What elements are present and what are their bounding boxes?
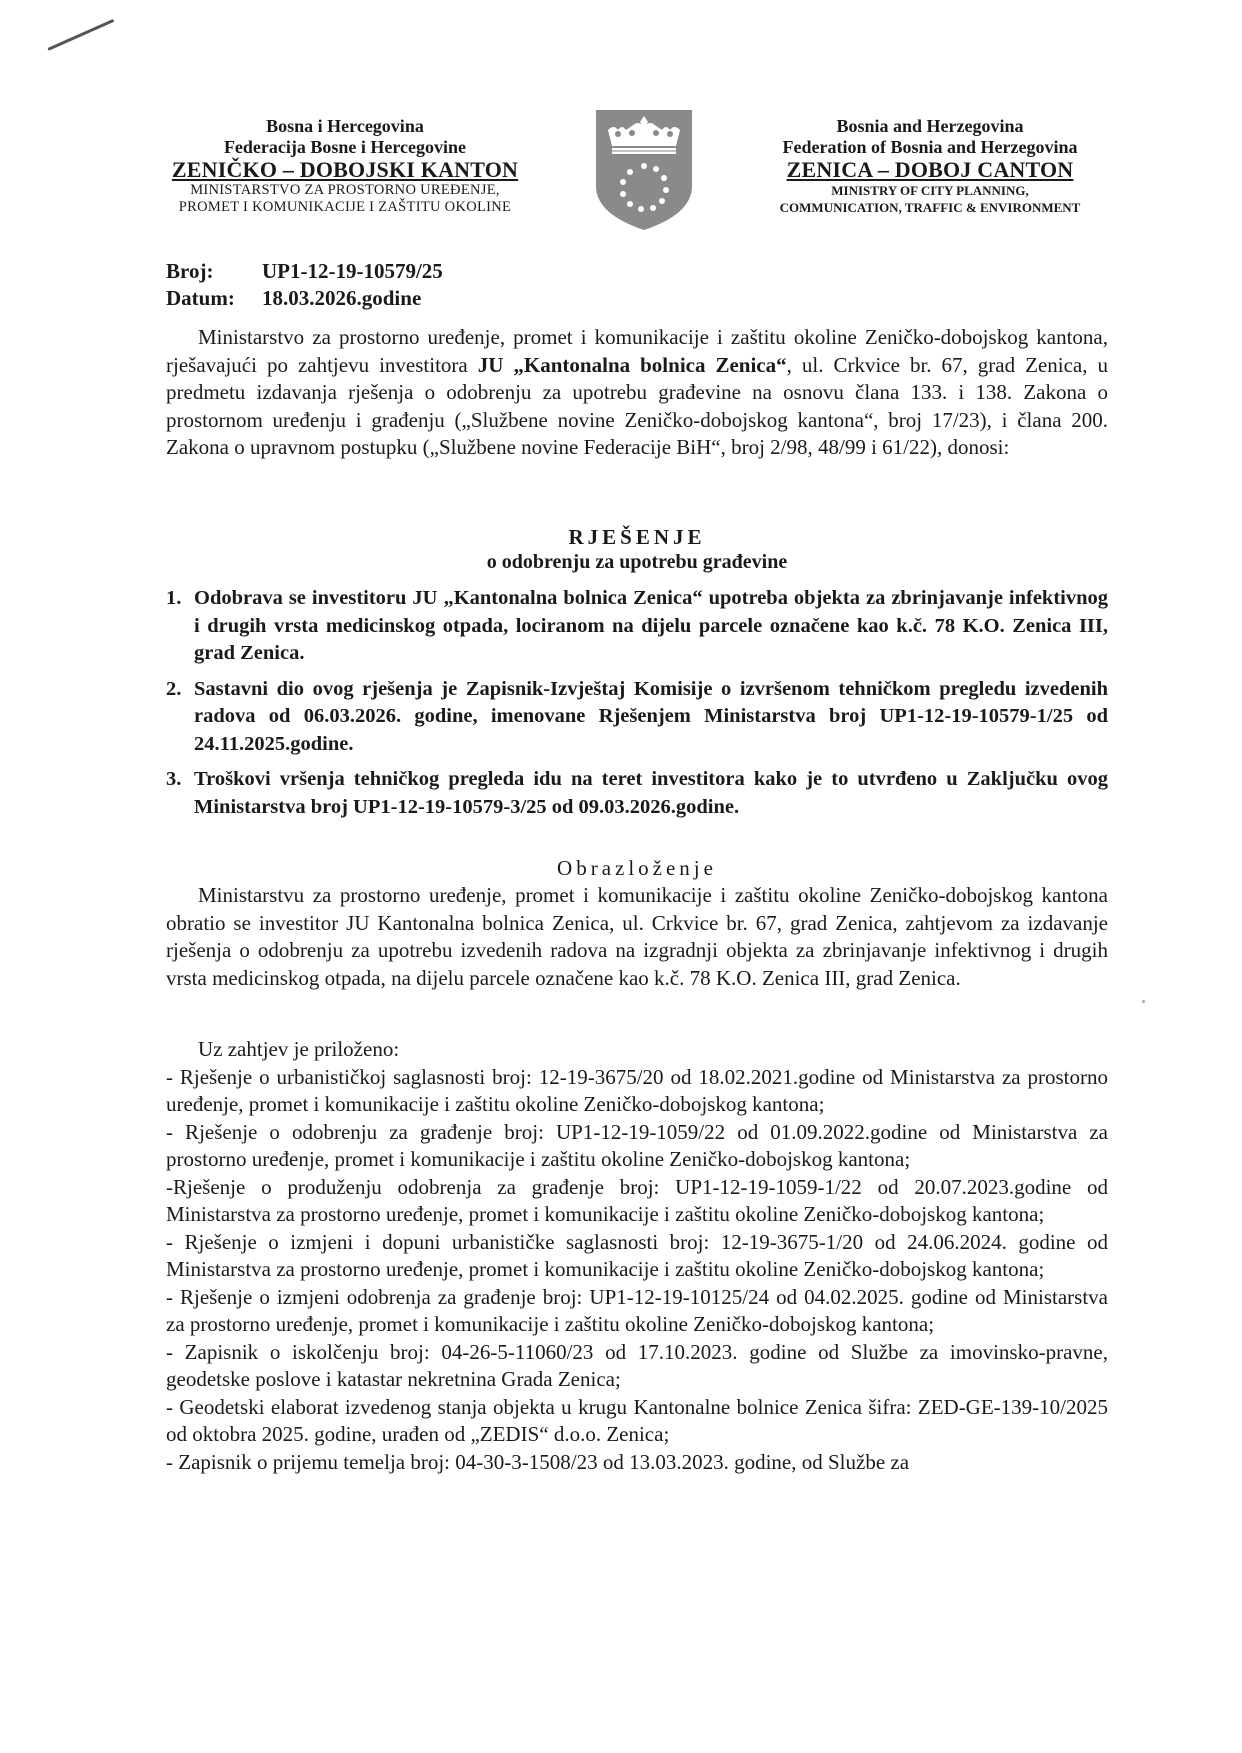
decision-items — [166, 585, 1108, 829]
pen-stroke-mark — [47, 19, 114, 51]
attachments-list — [166, 1036, 1108, 1476]
header-canton-en: ZENICA – DOBOJ CANTON — [786, 157, 1074, 182]
attachment-item: - Geodetski elaborat izvedenog stanja objekta u krugu Kantonalne bolnice Zenica šifra: ZED-GE-139-10/2025 od oktobra 2025. godine, urađen od „ZEDIS“ d.o.o. Zenica; — [166, 1394, 1108, 1446]
header-ministry-en-line1: MINISTRY OF CITY PLANNING, — [831, 183, 1029, 198]
reasoning-paragraph: Ministarstvu za prostorno uređenje, promet i komunikacije i zaštitu okoline Zeničko-dobojskog kantona obratio se investitor JU Kantonalna bolnica Zenica, ul. Crkvice br. 67, grad Zenica, zahtjevom za izdavanje rješenja o odobrenju za upotrebu izvedenih radova na izgradnji objekta za zbrinjavanje infektivnog i drugih vrsta medicinskog otpada, na dijelu parcele označene kao k.č. 78 K.O. Zenica III, grad Zenica. — [166, 883, 1108, 990]
attachment-item: - Rješenje o izmjeni i dopuni urbanističke saglasnosti broj: 12-19-3675-1/20 od 24.06.2024. godine od Ministarstva za prostorno uređenje, promet i komunikacije i zaštitu okoline Zeničko-dobojskog kantona; — [166, 1229, 1108, 1281]
intro-text-part1: Ministarstvo za prostorno uređenje, promet i komunikacije i zaštitu okoline Zeničko-dobojskog kantona, rješavajući po zahtjevu investitora — [166, 325, 1108, 377]
decision-item — [166, 766, 1108, 821]
attachment-item: - Rješenje o urbanističkoj saglasnosti broj: 12-19-3675/20 od 18.02.2021.godine od Ministarstva za prostorno uređenje, promet i komunikacije i zaštitu okoline Zeničko-dobojskog kantona; — [166, 1064, 1108, 1116]
decision-item — [166, 676, 1108, 759]
intro-text-part2: , ul. Crkvice br. 67, grad Zenica, u predmetu izdavanja rješenja o odobrenju za upotrebu građevine na osnovu člana 133. i 138. Zakona o prostornom uređenju i građenju („Službene novine Zeničko-dobojskog kantona“, broj 17/23), i člana 200. Zakona o upravnom postupku („Službene novine Federacije BiH“, broj 2/98, 48/99 i 61/22), donosi: — [166, 352, 1108, 459]
canton-coat-of-arms-icon — [594, 108, 694, 232]
decision-item-text: Troškovi vršenja tehničkog pregleda idu na teret investitora kako je to utvrđeno u Zaključku ovog Ministarstva broj UP1-12-19-10579-3/25 od 09.03.2026.godine. — [194, 768, 1108, 818]
header-right-english — [720, 116, 1140, 216]
decision-item — [166, 585, 1108, 668]
reasoning-title: Obrazloženje — [557, 856, 717, 880]
reference-number-value: UP1-12-19-10579/25 — [262, 259, 443, 283]
attachment-item: - Zapisnik o prijemu temelja broj: 04-30-3-1508/23 od 13.03.2023. godine, od Službe za — [166, 1449, 910, 1474]
header-ministry-line2: PROMET I KOMUNIKACIJE I ZAŠTITU OKOLINE — [178, 199, 512, 215]
intro-paragraph — [166, 324, 1108, 462]
decision-item-text: Sastavni dio ovog rješenja je Zapisnik-Izvještaj Komisije o izvršenom tehničkom pregledu izvedenih radova od 06.03.2026. godine, imenovane Rješenjem Ministarstva broj UP1-12-19-10579-1/25 od 24.11.2025.godine. — [194, 677, 1108, 755]
header-ministry-line1: MINISTARSTVO ZA PROSTORNO UREĐENJE, — [190, 182, 500, 198]
reference-number-label: Broj: — [166, 259, 214, 283]
header-country-en: Bosnia and Herzegovina — [836, 116, 1024, 136]
header-country: Bosna i Hercegovina — [266, 116, 424, 136]
document-meta — [166, 258, 443, 312]
header-federation-en: Federation of Bosnia and Herzegovina — [782, 137, 1078, 157]
scan-artifact-dot — [1142, 1000, 1145, 1003]
date-label: Datum: — [166, 286, 235, 310]
decision-subtitle: o odobrenju za upotrebu građevine — [486, 551, 788, 573]
header-canton: ZENIČKO – DOBOJSKI KANTON — [171, 157, 519, 182]
reference-number-row — [166, 258, 443, 285]
attachment-item: - Zapisnik o iskolčenju broj: 04-26-5-11060/23 od 17.10.2023. godine od Službe za imovinsko-pravne, geodetske poslove i katastar nekretnina Grada Zenica; — [166, 1339, 1108, 1391]
decision-item-text: Odobrava se investitoru JU „Kantonalna bolnica Zenica“ upotreba objekta za zbrinjavanje infektivnog i drugih vrsta medicinskog otpada, lociranom na dijelu parcele označene kao k.č. 78 K.O. Zenica III, grad Zenica. — [194, 587, 1108, 664]
decision-item-number: 1. — [166, 587, 182, 609]
decision-title: RJEŠENJE — [568, 525, 706, 549]
decision-item-number: 2. — [166, 677, 182, 700]
date-value: 18.03.2026.godine — [262, 286, 422, 310]
header-ministry-en-line2: COMMUNICATION, TRAFFIC & ENVIRONMENT — [779, 200, 1081, 215]
header-federation: Federacija Bosne i Hercegovine — [223, 137, 467, 157]
attachment-item: - Rješenje o odobrenju za građenje broj: UP1-12-19-1059/22 od 01.09.2022.godine od Ministarstva za prostorno uređenje, promet i komunikacije i zaštitu okoline Zeničko-dobojskog kantona; — [166, 1119, 1108, 1171]
date-row — [166, 285, 443, 312]
header-left-bosnian — [145, 116, 545, 216]
attachments-heading: Uz zahtjev je priloženo: — [198, 1037, 400, 1061]
attachment-item: - Rješenje o izmjeni odobrenja za građenje broj: UP1-12-19-10125/24 od 04.02.2025. godine od Ministarstva za prostorno uređenje, promet i komunikacije i zaštitu okoline Zeničko-dobojskog kantona; — [166, 1284, 1108, 1336]
investor-name: JU „Kantonalna bolnica Zenica“ — [477, 352, 787, 377]
decision-item-number: 3. — [166, 768, 182, 790]
attachment-item: -Rješenje o produženju odobrenja za građenje broj: UP1-12-19-1059-1/22 od 20.07.2023.godine od Ministarstva za prostorno uređenje, promet i komunikacije i zaštitu okoline Zeničko-dobojskog kantona; — [166, 1174, 1108, 1226]
